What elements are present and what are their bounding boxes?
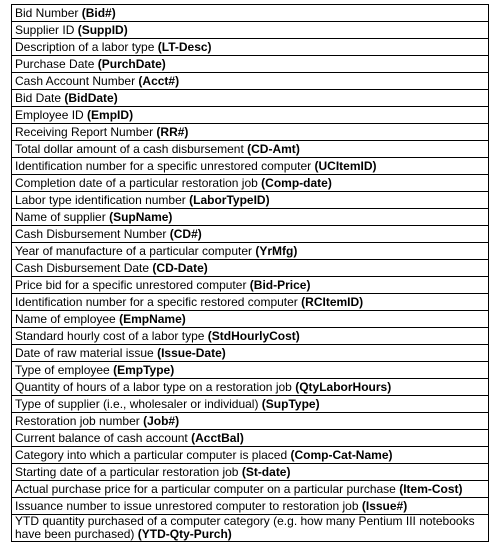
attribute-cell: Quantity of hours of a labor type on a restoration job (QtyLaborHours) xyxy=(12,379,489,396)
attribute-abbreviation: EmpName xyxy=(123,311,182,326)
attribute-cell: Current balance of cash account (AcctBal) xyxy=(12,430,489,447)
attribute-cell: Issuance number to issue unrestored computer to restoration job (Issue#) xyxy=(12,498,489,515)
attribute-description: Starting date of a particular restoration job xyxy=(15,464,239,479)
table-row xyxy=(12,328,489,345)
attribute-cell: Labor type identification number (LaborTypeID) xyxy=(12,192,489,209)
attribute-abbreviation: Bid-Price xyxy=(253,277,307,292)
table-row xyxy=(12,515,489,542)
attribute-description: Bid Number xyxy=(15,5,79,20)
attribute-cell: Employee ID (EmpID) xyxy=(12,107,489,124)
attribute-description: Issuance number to issue unrestored computer to restoration job xyxy=(15,498,359,513)
attribute-abbreviation: EmpType xyxy=(117,362,171,377)
attribute-description: Identification number for a specific unrestored computer xyxy=(15,158,312,173)
attribute-abbreviation: St-date xyxy=(245,464,287,479)
attribute-cell: Type of employee (EmpType) xyxy=(12,362,489,379)
table-row xyxy=(12,413,489,430)
table-row xyxy=(12,90,489,107)
attribute-table xyxy=(11,4,489,542)
attribute-description: Employee ID xyxy=(15,107,84,122)
attribute-abbreviation: CD-Date xyxy=(156,260,204,275)
attribute-cell: Identification number for a specific unrestored computer (UCItemID) xyxy=(12,158,489,175)
attribute-cell: Supplier ID (SuppID) xyxy=(12,22,489,39)
attribute-description: Receiving Report Number xyxy=(15,124,154,139)
table-row xyxy=(12,294,489,311)
attribute-cell: Type of supplier (i.e., wholesaler or individual) (SupType) xyxy=(12,396,489,413)
attribute-cell: Standard hourly cost of a labor type (StdHourlyCost) xyxy=(12,328,489,345)
table-row xyxy=(12,22,489,39)
attribute-abbreviation: Job# xyxy=(147,413,176,428)
attribute-abbreviation: SupType xyxy=(265,396,316,411)
attribute-cell: Date of raw material issue (Issue-Date) xyxy=(12,345,489,362)
attribute-description: Type of employee xyxy=(15,362,110,377)
table-row xyxy=(12,56,489,73)
attribute-abbreviation: LaborTypeID xyxy=(193,192,266,207)
attribute-description: Date of raw material issue xyxy=(15,345,154,360)
table-row xyxy=(12,311,489,328)
attribute-table-body xyxy=(12,5,489,542)
table-row xyxy=(12,192,489,209)
attribute-cell: YTD quantity purchased of a computer category (e.g. how many Pentium III notebooks have been purchased) (YTD-Qty-Purch) xyxy=(12,515,489,542)
attribute-description: Cash Disbursement Number xyxy=(15,226,167,241)
attribute-description: Cash Account Number xyxy=(15,73,136,88)
attribute-abbreviation: SuppID xyxy=(81,22,124,37)
attribute-description: Year of manufacture of a particular computer xyxy=(15,243,253,258)
attribute-description: Bid Date xyxy=(15,90,62,105)
attribute-abbreviation: SupName xyxy=(113,209,169,224)
table-row xyxy=(12,498,489,515)
attribute-abbreviation: Issue-Date xyxy=(161,345,222,360)
attribute-abbreviation: Comp-date xyxy=(265,175,328,190)
attribute-description: Actual purchase price for a particular computer on a particular purchase xyxy=(15,481,396,496)
attribute-cell: Bid Date (BidDate) xyxy=(12,90,489,107)
attribute-description: Name of employee xyxy=(15,311,116,326)
attribute-abbreviation: Issue# xyxy=(365,498,404,513)
attribute-abbreviation: QtyLaborHours xyxy=(299,379,388,394)
attribute-cell: Completion date of a particular restoration job (Comp-date) xyxy=(12,175,489,192)
attribute-cell: Total dollar amount of a cash disbursement (CD-Amt) xyxy=(12,141,489,158)
attribute-cell: Price bid for a specific unrestored computer (Bid-Price) xyxy=(12,277,489,294)
attribute-abbreviation: Comp-Cat-Name xyxy=(294,447,389,462)
attribute-abbreviation: Acct# xyxy=(142,73,176,88)
attribute-description: Supplier ID xyxy=(15,22,75,37)
attribute-description: Purchase Date xyxy=(15,56,95,71)
attribute-cell: Cash Disbursement Number (CD#) xyxy=(12,226,489,243)
attribute-cell: Name of supplier (SupName) xyxy=(12,209,489,226)
table-row xyxy=(12,362,489,379)
attribute-abbreviation: AcctBal xyxy=(195,430,240,445)
attribute-cell: Purchase Date (PurchDate) xyxy=(12,56,489,73)
table-row xyxy=(12,345,489,362)
attribute-description: Name of supplier xyxy=(15,209,106,224)
attribute-description: YTD quantity purchased of a computer category (e.g. how many Pentium III notebooks have been purchased) xyxy=(15,514,475,541)
attribute-cell: Category into which a particular computer is placed (Comp-Cat-Name) xyxy=(12,447,489,464)
table-row xyxy=(12,141,489,158)
attribute-abbreviation: PurchDate xyxy=(101,56,162,71)
attribute-abbreviation: CD-Amt xyxy=(251,141,296,156)
table-row xyxy=(12,107,489,124)
table-row xyxy=(12,175,489,192)
attribute-description: Quantity of hours of a labor type on a restoration job xyxy=(15,379,292,394)
attribute-cell: Description of a labor type (LT-Desc) xyxy=(12,39,489,56)
table-row xyxy=(12,243,489,260)
attribute-abbreviation: YrMfg xyxy=(259,243,294,258)
attribute-abbreviation: YTD-Qty-Purch xyxy=(141,527,228,541)
table-row xyxy=(12,260,489,277)
table-row xyxy=(12,5,489,22)
attribute-abbreviation: RR# xyxy=(160,124,185,139)
table-row xyxy=(12,396,489,413)
attribute-description: Category into which a particular computer is placed xyxy=(15,447,288,462)
attribute-abbreviation: Bid# xyxy=(85,5,112,20)
table-row xyxy=(12,447,489,464)
table-row xyxy=(12,39,489,56)
attribute-cell: Identification number for a specific restored computer (RCItemID) xyxy=(12,294,489,311)
attribute-cell: Receiving Report Number (RR#) xyxy=(12,124,489,141)
attribute-description: Labor type identification number xyxy=(15,192,186,207)
attribute-description: Standard hourly cost of a labor type xyxy=(15,328,205,343)
attribute-description: Total dollar amount of a cash disbursement xyxy=(15,141,244,156)
attribute-abbreviation: UCItemID xyxy=(318,158,373,173)
attribute-cell: Starting date of a particular restoration job (St-date) xyxy=(12,464,489,481)
attribute-cell: Cash Account Number (Acct#) xyxy=(12,73,489,90)
attribute-cell: Cash Disbursement Date (CD-Date) xyxy=(12,260,489,277)
table-row xyxy=(12,379,489,396)
table-row xyxy=(12,158,489,175)
attribute-abbreviation: CD# xyxy=(173,226,198,241)
attribute-cell: Restoration job number (Job#) xyxy=(12,413,489,430)
attribute-abbreviation: BidDate xyxy=(68,90,114,105)
attribute-description: Type of supplier (i.e., wholesaler or individual) xyxy=(15,396,259,411)
attribute-abbreviation: LT-Desc xyxy=(161,39,208,54)
attribute-abbreviation: RCItemID xyxy=(305,294,360,309)
attribute-cell: Year of manufacture of a particular computer (YrMfg) xyxy=(12,243,489,260)
attribute-description: Price bid for a specific unrestored computer xyxy=(15,277,247,292)
table-row xyxy=(12,481,489,498)
table-row xyxy=(12,124,489,141)
attribute-abbreviation: Item-Cost xyxy=(403,481,459,496)
attribute-abbreviation: EmpID xyxy=(91,107,130,122)
attribute-description: Description of a labor type xyxy=(15,39,155,54)
attribute-description: Restoration job number xyxy=(15,413,140,428)
attribute-description: Identification number for a specific restored computer xyxy=(15,294,298,309)
table-row xyxy=(12,73,489,90)
attribute-description: Cash Disbursement Date xyxy=(15,260,150,275)
table-row xyxy=(12,464,489,481)
attribute-abbreviation: StdHourlyCost xyxy=(211,328,296,343)
attribute-cell: Name of employee (EmpName) xyxy=(12,311,489,328)
attribute-cell: Actual purchase price for a particular computer on a particular purchase (Item-Cost) xyxy=(12,481,489,498)
table-row xyxy=(12,430,489,447)
table-row xyxy=(12,226,489,243)
attribute-cell: Bid Number (Bid#) xyxy=(12,5,489,22)
table-row xyxy=(12,277,489,294)
attribute-description: Completion date of a particular restoration job xyxy=(15,175,258,190)
table-row xyxy=(12,209,489,226)
attribute-description: Current balance of cash account xyxy=(15,430,188,445)
